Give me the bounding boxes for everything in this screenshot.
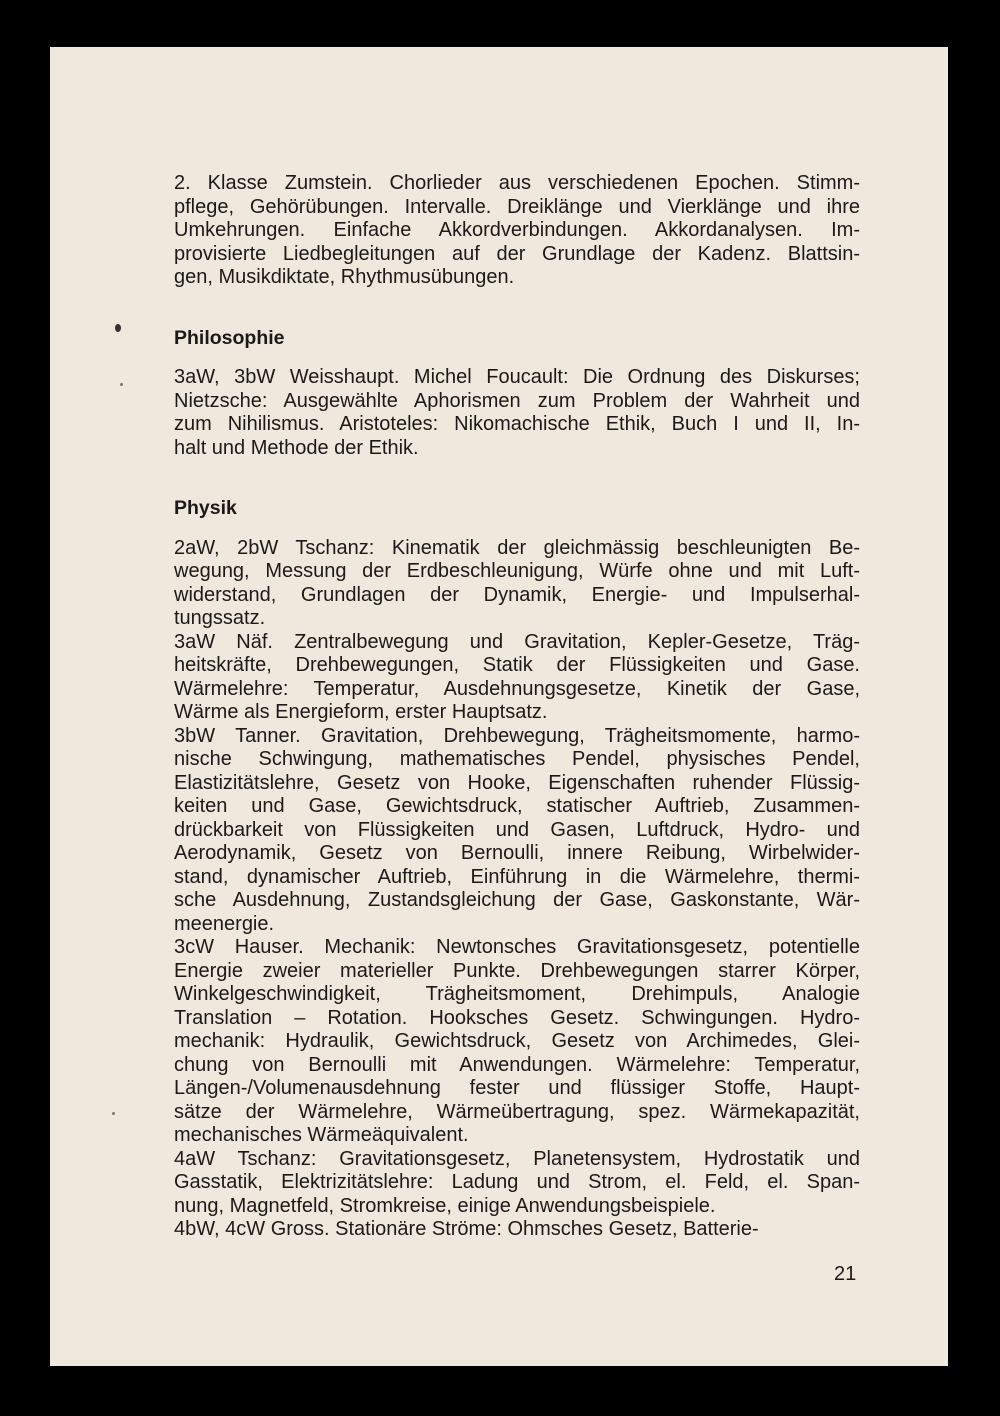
section-heading: Philosophie <box>174 326 285 349</box>
text-line: Wärmelehre: Temperatur, Ausdehnungsgesetze, Kinetik der Gase, <box>174 677 860 700</box>
text-line: mechanik: Hydraulik, Gewichtsdruck, Gesetz von Archimedes, Glei- <box>174 1030 860 1052</box>
text-line: sätze der Wärmelehre, Wärmeübertragung, spez. Wärmekapazität, <box>174 1100 860 1123</box>
text-line: Umkehrungen. Einfache Akkordverbindungen. Akkordanalysen. Im- <box>174 219 860 241</box>
text-line: heitskräfte, Drehbewegungen, Statik der Flüssigkeiten und Gase. <box>174 654 860 676</box>
text-line: stand, dynamischer Auftrieb, Einführung in die Wärmelehre, thermi- <box>174 865 860 888</box>
text-line: drückbarkeit von Flüssigkeiten und Gasen, Luftdruck, Hydro- und <box>174 818 860 841</box>
paragraph <box>174 172 860 290</box>
text-line: Wärme als Energieform, erster Hauptsatz. <box>174 701 548 723</box>
paragraph <box>174 936 860 1148</box>
paragraph <box>174 1218 860 1242</box>
text-line: 3bW Tanner. Gravitation, Drehbewegung, Trägheitsmomente, harmo- <box>174 724 860 747</box>
text-line: Gasstatik, Elektrizitätslehre: Ladung und Strom, el. Feld, el. Span- <box>174 1171 860 1193</box>
text-line: 2aW, 2bW Tschanz: Kinematik der gleichmässig beschleunigten Be- <box>174 536 860 559</box>
text-line: 4bW, 4cW Gross. Stationäre Ströme: Ohmsches Gesetz, Batterie- <box>174 1218 759 1240</box>
text-line: Längen-/Volumenausdehnung fester und flüssiger Stoffe, Haupt- <box>174 1077 860 1099</box>
text-line: Nietzsche: Ausgewählte Aphorismen zum Problem der Wahrheit und <box>174 389 860 412</box>
print-speck <box>120 383 123 386</box>
paragraph <box>174 631 860 725</box>
text-line: Elastizitätslehre, Gesetz von Hooke, Eigenschaften ruhender Flüssig- <box>174 771 860 794</box>
text-line: meenergie. <box>174 912 275 935</box>
text-line: wegung, Messung der Erdbeschleunigung, Würfe ohne und mit Luft- <box>174 560 860 582</box>
text-line: gen, Musikdiktate, Rhythmusübungen. <box>174 266 515 288</box>
text-line: Aerodynamik, Gesetz von Bernoulli, innere Reibung, Wirbelwider- <box>174 842 860 864</box>
text-line: Winkelgeschwindigkeit, Trägheitsmoment, Drehimpuls, Analogie <box>174 983 860 1005</box>
paragraph <box>174 537 860 631</box>
text-line: nung, Magnetfeld, Stromkreise, einige Anwendungsbeispiele. <box>174 1194 716 1217</box>
document-body <box>174 172 860 1242</box>
print-speck <box>115 324 121 332</box>
text-line: zum Nihilismus. Aristoteles: Nikomachische Ethik, Buch I und II, In- <box>174 413 860 435</box>
text-line: Translation – Rotation. Hooksches Gesetz. Schwingungen. Hydro- <box>174 1006 860 1029</box>
text-line: 3cW Hauser. Mechanik: Newtonsches Gravitationsgesetz, potentielle <box>174 936 860 958</box>
print-speck <box>112 1112 115 1115</box>
text-line: sche Ausdehnung, Zustandsgleichung der Gase, Gaskonstante, Wär- <box>174 889 860 911</box>
text-line: widerstand, Grundlagen der Dynamik, Energie- und Impulserhal- <box>174 583 860 606</box>
page-number: 21 <box>834 1263 857 1285</box>
text-line: Energie zweier materieller Punkte. Drehbewegungen starrer Körper, <box>174 959 860 982</box>
text-line: pflege, Gehörübungen. Intervalle. Dreiklänge und Vierklänge und ihre <box>174 195 860 218</box>
text-line: 2. Klasse Zumstein. Chorlieder aus verschiedenen Epochen. Stimm- <box>174 172 860 194</box>
text-line: 4aW Tschanz: Gravitationsgesetz, Planetensystem, Hydrostatik und <box>174 1147 860 1170</box>
text-line: tungssatz. <box>174 607 266 629</box>
paragraph <box>174 725 860 937</box>
text-line: mechanisches Wärmeäquivalent. <box>174 1124 469 1146</box>
text-line: chung von Bernoulli mit Anwendungen. Wärmelehre: Temperatur, <box>174 1053 860 1076</box>
text-line: 3aW, 3bW Weisshaupt. Michel Foucault: Die Ordnung des Diskurses; <box>174 366 860 388</box>
section-heading: Physik <box>174 497 237 519</box>
text-line: nische Schwingung, mathematisches Pendel, physisches Pendel, <box>174 748 860 770</box>
text-line: provisierte Liedbegleitungen auf der Grundlage der Kadenz. Blattsin- <box>174 242 860 265</box>
paragraph <box>174 366 860 460</box>
text-line: 3aW Näf. Zentralbewegung und Gravitation, Kepler-Gesetze, Träg- <box>174 630 860 653</box>
paragraph <box>174 1148 860 1219</box>
text-line: halt und Methode der Ethik. <box>174 436 419 459</box>
text-line: keiten und Gase, Gewichtsdruck, statischer Auftrieb, Zusammen- <box>174 795 860 817</box>
